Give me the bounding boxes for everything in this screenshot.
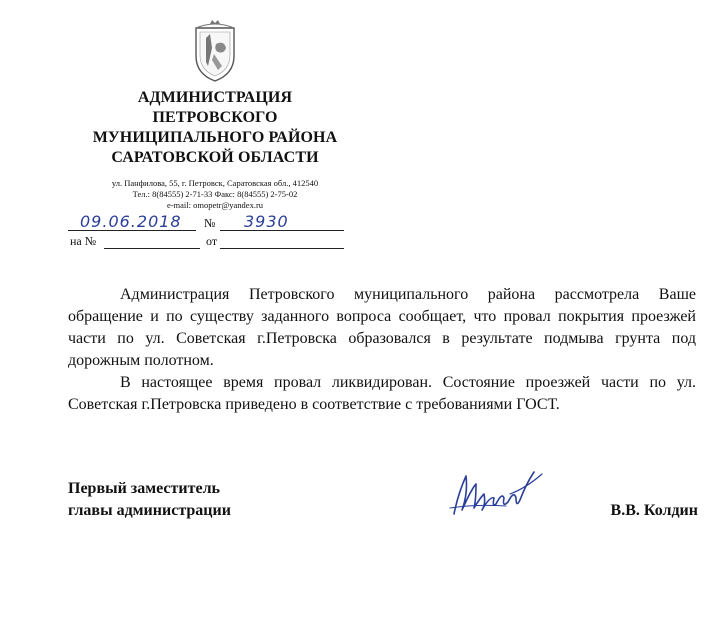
- contact-info: [70, 178, 360, 211]
- number-value: 3930: [244, 212, 289, 231]
- phone-line: Тел.: 8(84555) 2-71-33 Факс: 8(84555) 2-75-02: [132, 189, 298, 199]
- organization-line: МУНИЦИПАЛЬНОГО РАЙОНА: [92, 129, 338, 146]
- signatory-name: В.В. Колдин: [610, 502, 698, 519]
- outgoing-registration-row: [68, 214, 358, 232]
- organization-name: [70, 88, 360, 168]
- number-symbol: №: [204, 216, 216, 230]
- body-paragraph: Администрация Петровского муниципального района рассмотрела Ваше обращение и по существу заданного вопроса сообщает, что провал покрытия проезжей части по ул. Советская г.Петровска образовался в результате подмыва грунта под дорожным полотном.: [68, 286, 696, 369]
- reply-date-underline: [220, 232, 344, 249]
- address-line: ул. Панфилова, 55, г. Петровск, Саратовская обл., 412540: [111, 178, 319, 188]
- coat-of-arms-icon: [190, 18, 240, 84]
- signatory-title-line: Первый заместитель: [68, 480, 220, 497]
- organization-line: ПЕТРОВСКОГО: [152, 109, 278, 126]
- signature-block: [68, 478, 698, 524]
- letterhead: [70, 18, 360, 211]
- reply-number-underline: [104, 232, 200, 249]
- organization-line: САРАТОВСКОЙ ОБЛАСТИ: [111, 149, 319, 166]
- signatory-title: [68, 478, 231, 522]
- body-paragraph: В настоящее время провал ликвидирован. Состояние проезжей части по ул. Советская г.Петровска приведено в соответствие с требованиями ГОСТ.: [68, 374, 696, 413]
- signatory-title-line: главы администрации: [68, 502, 231, 519]
- reply-registration-row: [68, 232, 358, 250]
- registration-block: [68, 214, 358, 250]
- reply-to-label: на №: [70, 234, 97, 248]
- letter-body: [68, 284, 696, 416]
- email-line: e-mail: omopetr@yandex.ru: [166, 200, 264, 210]
- date-value: 09.06.2018: [80, 212, 182, 231]
- from-label: от: [206, 234, 218, 248]
- organization-line: АДМИНИСТРАЦИЯ: [137, 89, 293, 106]
- handwritten-signature: [446, 464, 554, 520]
